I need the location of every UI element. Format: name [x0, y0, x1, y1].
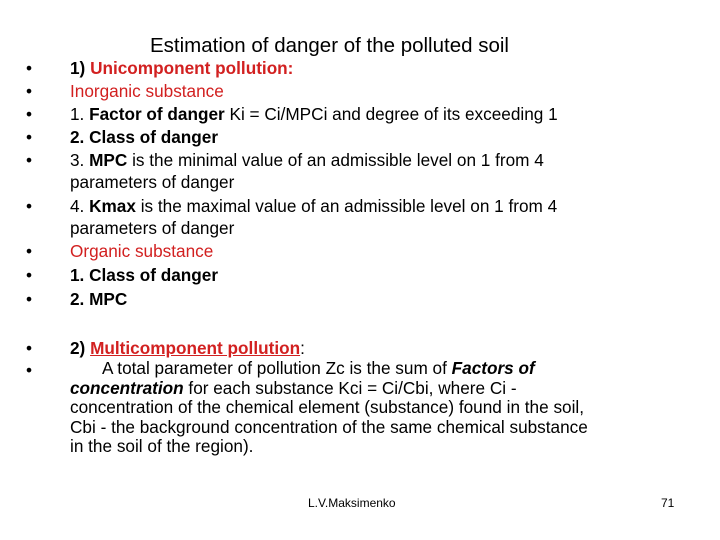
item-text: Ki = Ci/MPCi and degree of its exceeding 1 — [224, 104, 558, 124]
item-text: 1. Class of danger — [70, 265, 219, 285]
item-text-continued: parameters of danger — [70, 172, 235, 192]
paragraph-text: concentration of the chemical element (substance) found in the soil, — [70, 397, 585, 417]
bullet-marker: • — [26, 81, 33, 101]
page-number: 71 — [661, 496, 675, 510]
footer-author: L.V.Maksimenko — [308, 496, 396, 510]
bullet-marker: • — [26, 150, 33, 170]
paragraph-text: Cbi - the background concentration of the same chemical substance — [70, 416, 588, 437]
item-heading: Unicomponent pollution: — [90, 58, 294, 78]
bullet-marker: • — [26, 127, 33, 147]
paragraph-text: for each substance Kci = Ci/Cbi, where Ci - — [183, 377, 517, 398]
item-text: is the minimal value of an admissible level on 1 from 4 — [127, 150, 544, 170]
term: MPC — [89, 150, 128, 170]
bullet-marker: • — [26, 241, 33, 261]
term: Factor of danger — [89, 104, 225, 124]
term-continued: concentration — [70, 377, 184, 398]
subheading: Inorganic substance — [70, 81, 224, 101]
item-heading: Multicomponent pollution — [90, 338, 301, 358]
slide-title: Estimation of danger of the polluted soil — [150, 34, 509, 57]
term: Factors of — [451, 358, 535, 378]
item-number: 1. — [70, 104, 90, 124]
item-text: is the maximal value of an admissible level on 1 from 4 — [135, 196, 558, 216]
term: Kmax — [89, 196, 136, 216]
bullet-marker: • — [26, 360, 33, 380]
paragraph-text: in the soil of the region). — [70, 436, 254, 456]
item-text: 2. MPC — [70, 289, 128, 309]
paragraph-text: A total parameter of pollution Zc is the sum of — [102, 358, 452, 378]
bullet-marker: • — [26, 104, 33, 124]
item-number: 3. — [70, 150, 90, 170]
item-text: : — [300, 338, 305, 358]
item-number: 2) — [70, 338, 91, 358]
bullet-marker: • — [26, 338, 33, 358]
bullet-marker: • — [26, 58, 33, 78]
item-text: 2. Class of danger — [70, 127, 219, 147]
item-number: 4. — [70, 196, 90, 216]
item-number: 1) — [70, 58, 91, 78]
bullet-marker: • — [26, 196, 33, 216]
bullet-marker: • — [26, 289, 33, 309]
item-text-continued: parameters of danger — [70, 218, 235, 238]
subheading: Organic substance — [70, 241, 214, 261]
bullet-marker: • — [26, 265, 33, 285]
